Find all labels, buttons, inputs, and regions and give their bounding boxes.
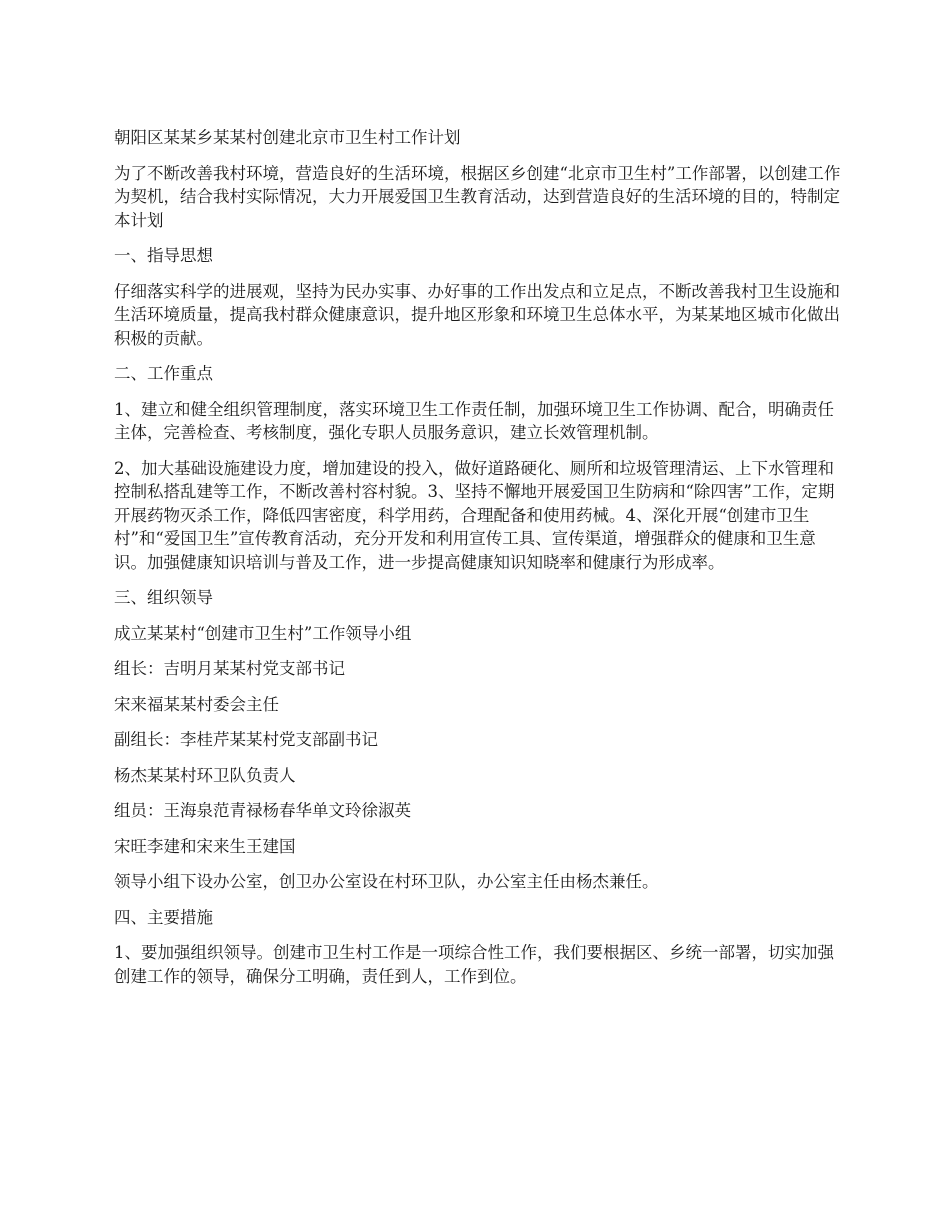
document-page (114, 126, 842, 1000)
leader-line-2: 宋来福某某村委会主任 (114, 694, 279, 714)
members-line: 组员：王海泉范青禄杨春华单文玲徐淑英 (114, 801, 411, 820)
work-focus-items-2-4: 2、加大基础设施建设力度，增加建设的投入，做好道路硬化、厕所和垃圾管理清运、上下水管理和控制私搭乱建等工作，不断改善村容村貌。3、坚持不懈地开展爱国卫生防病和“除四害”工作，定期开展药物灭杀工作，降低四害密度，科学用药，合理配备和使用药械。4、深化开展“创建市卫生村”和“爱国卫生”宣传教育活动，充分开发和利用宣传工具、宣传渠道，增强群众的健康和卫生意识。加强健康知识培训与普及工作，进一步提高健康知识知晓率和健康行为形成率。 (114, 458, 835, 572)
intro-paragraph: 为了不断改善我村环境，营造良好的生活环境，根据区乡创建“北京市卫生村”工作部署，以创建工作为契机，结合我村实际情况，大力开展爱国卫生教育活动，达到营造良好的生活环境的目的，特制定本计划 (114, 163, 841, 230)
section-heading-leadership: 三、组织领导 (114, 588, 213, 607)
section-heading-work-focus: 二、工作重点 (114, 364, 213, 383)
measures-item-1: 1、要加强组织领导。创建市卫生村工作是一项综合性工作，我们要根据区、乡统一部署，切实加强创建工作的领导，确保分工明确，责任到人，工作到位。 (114, 943, 834, 986)
leader-line: 组长：吉明月某某村党支部书记 (114, 659, 345, 678)
deputy-leader-line: 副组长：李桂芹某某村党支部副书记 (114, 730, 378, 749)
work-focus-item-1: 1、建立和健全组织管理制度，落实环境卫生工作责任制，加强环境卫生工作协调、配合，明确责任主体，完善检查、考核制度，强化专职人员服务意识，建立长效管理机制。 (114, 399, 834, 442)
members-line-2: 宋旺李建和宋来生王建国 (114, 836, 296, 856)
deputy-leader-line-2: 杨杰某某村环卫队负责人 (114, 765, 296, 785)
section-heading-measures: 四、主要措施 (114, 907, 213, 927)
document-title: 朝阳区某某乡某某村创建北京市卫生村工作计划 (114, 128, 461, 147)
section-heading-guiding-thought: 一、指导思想 (114, 246, 213, 265)
guiding-thought-paragraph: 仔细落实科学的进展观，坚持为民办实事、办好事的工作出发点和立足点，不断改善我村卫生设施和生活环境质量，提高我村群众健康意识，提升地区形象和环境卫生总体水平，为某某地区城市化做出积极的贡献。 (114, 281, 840, 348)
leadership-group-line: 成立某某村“创建市卫生村”工作领导小组 (114, 623, 412, 643)
office-line: 领导小组下设办公室，创卫办公室设在村环卫队，办公室主任由杨杰兼任。 (114, 872, 659, 891)
